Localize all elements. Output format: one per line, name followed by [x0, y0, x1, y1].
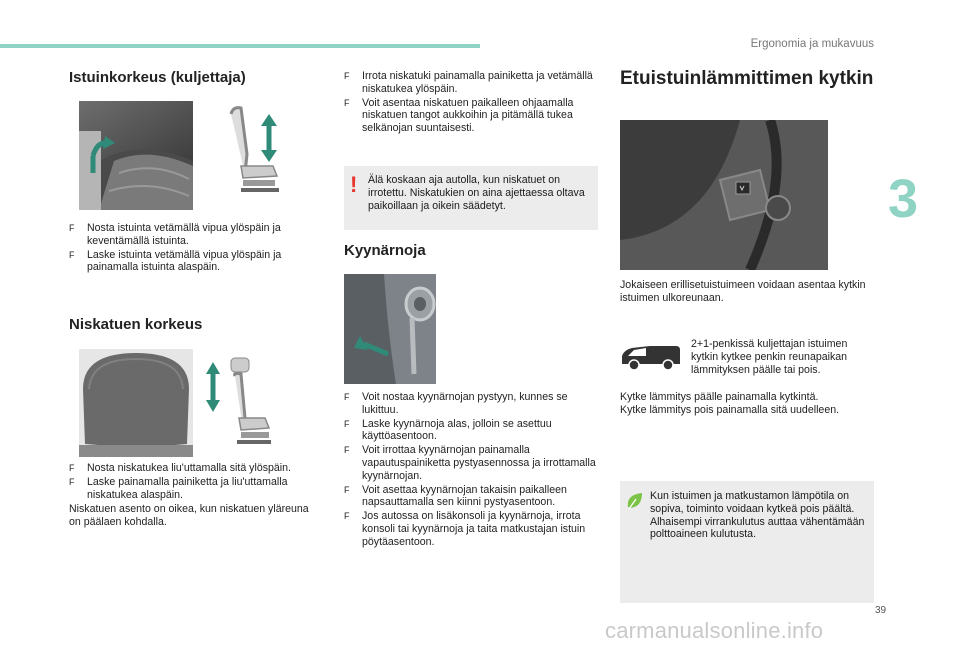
headrest-diagram [203, 352, 273, 448]
list-item: F Laske istuinta vetämällä vipua ylöspäin ja painamalla istuinta alaspäin. [69, 248, 282, 274]
eco-tip-text: Kun istuimen ja matkustamon lämpötila on sopiva, toiminto voidaan kytkeä pois päältä. Alhaisempi virrankulutus auttaa vähentämään polttoaineen kulutusta. [650, 490, 865, 541]
seat-height-bullets [69, 222, 324, 275]
list-item: F Laske painamalla painiketta ja liu'uttamalla niskatukea alaspäin. [69, 476, 288, 501]
list-item: F Nosta istuinta vetämällä vipua ylöspäin ja keventämällä istuinta. [69, 222, 281, 247]
list-item: F Voit asettaa kyynärnojan takaisin paikalleen napsauttamalla sen kiinni pystyasentoon. [344, 483, 567, 509]
header-accent-bar [0, 44, 480, 48]
headrest-photo [79, 349, 193, 457]
eco-tip-box [620, 481, 874, 603]
list-item: F Nosta niskatukea liu'uttamalla sitä ylöspäin. [69, 462, 291, 474]
warning-text: Älä koskaan aja autolla, kun niskatuet on irrotettu. Niskatukien on aina ajettaessa oltava paikoillaan ja oikein säädetyt. [368, 174, 585, 212]
seat-heater-intro: Jokaiseen erillisetuistuimeen voidaan asentaa kytkin istuimen ulkoreunaan. [620, 279, 866, 304]
heater-on-text: Kytke lämmitys päälle painamalla kytkintä. [620, 391, 819, 403]
headrest-bullets [69, 462, 329, 503]
list-item: F Irrota niskatuki painamalla painiketta ja vetämällä niskatukea ylöspäin. [344, 70, 593, 95]
seat-heater-switch-photo [620, 120, 828, 270]
headrest-note: Niskatuen asento on oikea, kun niskatuen yläreuna on päälaen kohdalla. [69, 503, 309, 528]
section-title: Ergonomia ja mukavuus [750, 38, 874, 50]
list-item: F Voit asentaa niskatuen paikalleen ohjaamalla niskatuen tangot aukkoihin ja pitämällä tukea selkänojan suuntaisesti. [344, 96, 574, 135]
armrest-photo [344, 274, 436, 384]
list-item: F Jos autossa on lisäkonsoli ja kyynärnoja, irrota konsoli tai kyynärnoja ja taita matkustajan istuin pöytäasentoon. [344, 510, 586, 548]
chapter-number: 3 [888, 169, 919, 229]
seat-height-title: Istuinkorkeus (kuljettaja) [69, 69, 246, 86]
leaf-icon [626, 491, 644, 516]
seat-height-photo [79, 101, 193, 210]
van-icon [620, 344, 682, 372]
page-number: 39 [875, 605, 887, 616]
seat-height-diagram [225, 104, 293, 204]
warning-box [344, 166, 598, 230]
headrest-removal-bullets [344, 70, 599, 136]
list-item: F Voit nostaa kyynärnojan pystyyn, kunnes se lukittuu. [344, 391, 568, 416]
seat-heater-title: Etuistuinlämmittimen kytkin [620, 68, 874, 89]
heater-off-text: Kytke lämmitys pois painamalla sitä uudelleen. [620, 404, 840, 416]
warning-icon: ! [350, 172, 358, 197]
list-item: F Laske kyynärnoja alas, jolloin se asettuu käyttöasentoon. [344, 417, 552, 443]
armrest-title: Kyynärnoja [344, 242, 426, 259]
watermark: carmanualsonline.info [605, 618, 824, 643]
list-item: F Voit irrottaa kyynärnojan painamalla vapautuspainiketta pystyasennossa ja irrottamalla kyynärnojan. [344, 444, 596, 482]
van-note: 2+1-penkissä kuljettajan istuimen kytkin kytkee penkin reunapaikan lämmityksen päälle tai pois. [691, 338, 848, 376]
armrest-bullets [344, 391, 600, 550]
headrest-title: Niskatuen korkeus [69, 316, 203, 333]
